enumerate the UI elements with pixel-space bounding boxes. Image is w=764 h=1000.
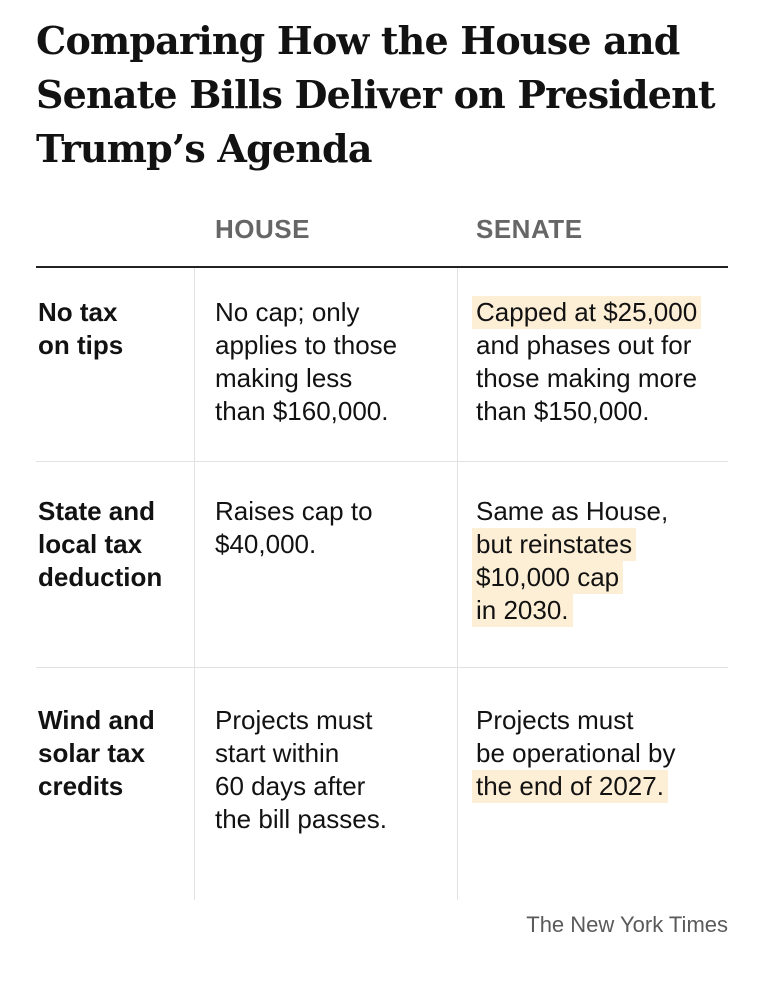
cell-line: Raises cap to	[215, 496, 373, 526]
header-rule	[36, 266, 728, 268]
cell-line: No cap; only	[215, 297, 360, 327]
house-cell-salt-deduction	[215, 495, 373, 561]
source-credit: The New York Times	[526, 912, 728, 937]
row-divider	[36, 667, 728, 668]
cell-line: be operational by	[476, 738, 676, 768]
column-divider	[457, 268, 458, 900]
highlighted-text: but reinstates	[472, 528, 636, 561]
row-label-line: local tax	[38, 529, 143, 559]
house-cell-wind-solar-credits	[215, 704, 387, 836]
highlighted-text: $10,000 cap	[472, 561, 623, 594]
row-label-line: No tax	[38, 297, 118, 327]
row-label-line: solar tax	[38, 738, 145, 768]
page-title: Comparing How the House and Senate Bills Deliver on President Trump’s Agenda	[36, 18, 715, 171]
row-label-line: Wind and	[38, 705, 155, 735]
row-label-line: on tips	[38, 330, 124, 360]
row-label-line: State and	[38, 496, 156, 526]
cell-line: Projects must	[476, 705, 634, 735]
cell-line: those making more	[476, 363, 698, 393]
highlighted-text: the end of 2027.	[472, 770, 668, 803]
column-header-senate: SENATE	[476, 214, 583, 244]
row-label-line: deduction	[38, 562, 163, 592]
senate-cell-no-tax-on-tips	[476, 296, 701, 428]
house-cell-no-tax-on-tips	[215, 296, 397, 428]
highlighted-text: in 2030.	[472, 594, 573, 627]
senate-cell-wind-solar-credits	[476, 704, 675, 803]
cell-line: the bill passes.	[215, 804, 387, 834]
cell-line: than $160,000.	[215, 396, 389, 426]
cell-line: applies to those	[215, 330, 398, 360]
cell-line: than $150,000.	[476, 396, 650, 426]
cell-line: and phases out for	[476, 330, 692, 360]
cell-line: 60 days after	[215, 771, 366, 801]
row-label-salt-deduction	[38, 495, 162, 594]
column-divider	[194, 268, 195, 900]
highlighted-text: Capped at $25,000	[472, 296, 701, 329]
column-header-house: HOUSE	[215, 214, 310, 244]
cell-line: Projects must	[215, 705, 373, 735]
row-label-no-tax-on-tips	[38, 296, 123, 362]
cell-line: start within	[215, 738, 340, 768]
cell-line: Same as House,	[476, 496, 669, 526]
row-label-wind-solar-credits	[38, 704, 155, 803]
cell-line: $40,000.	[215, 529, 317, 559]
row-label-line: credits	[38, 771, 124, 801]
senate-cell-salt-deduction	[476, 495, 668, 627]
cell-line: making less	[215, 363, 353, 393]
row-divider	[36, 461, 728, 462]
